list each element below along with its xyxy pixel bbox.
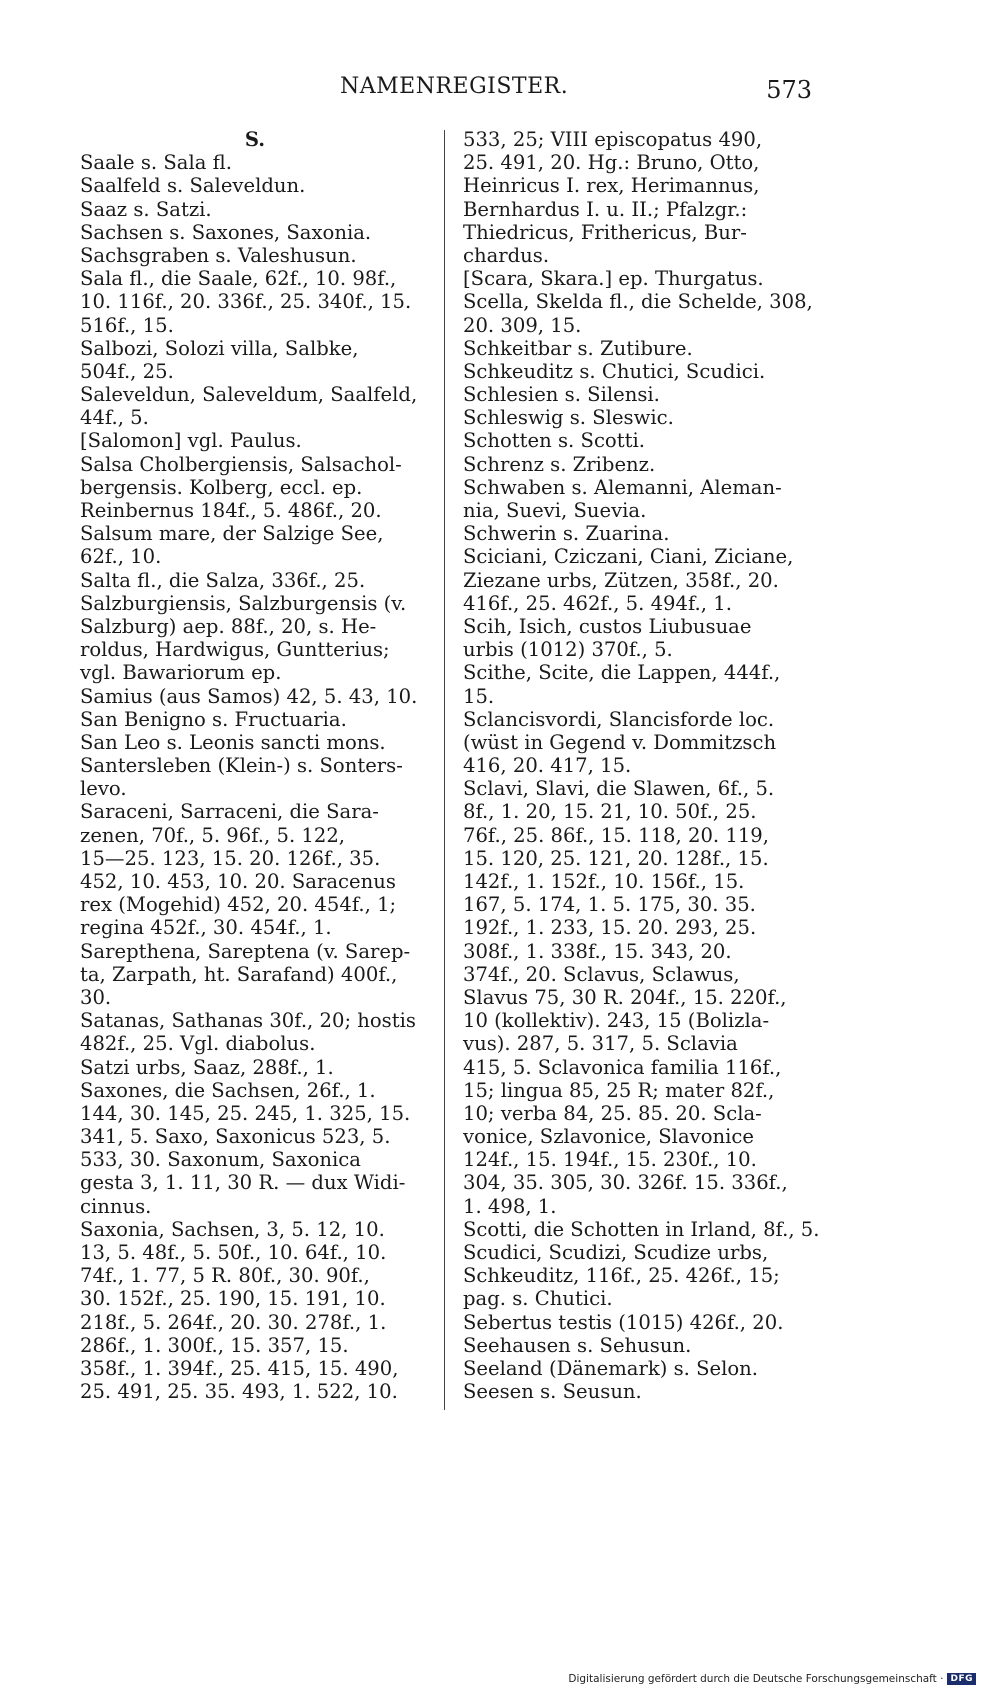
index-line: 286f., 1. 300f., 15. 357, 15. [80, 1333, 349, 1357]
index-line: 504f., 25. [80, 359, 174, 383]
index-line: Schkeuditz s. Chutici, Scudici. [463, 359, 766, 383]
index-line: 218f., 5. 264f., 20. 30. 278f., 1. [80, 1310, 387, 1334]
page-header [0, 74, 1000, 114]
index-line: Schleswig s. Sleswic. [463, 406, 674, 430]
index-line: 516f., 15. [80, 313, 174, 337]
index-line: 15. 120, 25. 121, 20. 128f., 15. [463, 846, 769, 870]
index-line: Salzburgiensis, Salzburgensis (v. [80, 591, 407, 615]
index-line: 74f., 1. 77, 5 R. 80f., 30. 90f., [80, 1264, 370, 1288]
index-line: ta, Zarpath, ht. Sarafand) 400f., [80, 962, 398, 986]
index-line: S. [244, 128, 266, 151]
index-line: Saalfeld s. Saleveldun. [80, 174, 306, 198]
index-line: 10 (kollektiv). 243, 15 (Bolizla- [463, 1009, 770, 1033]
index-line: Sarepthena, Sareptena (v. Sarep- [80, 939, 411, 963]
index-line: 308f., 1. 338f., 15. 343, 20. [463, 939, 732, 963]
index-line: Salsa Cholbergiensis, Salsachol- [80, 452, 402, 476]
index-line: Scicіani, Cziczani, Ciani, Ziciane, [463, 545, 794, 569]
index-line: levo. [80, 777, 127, 801]
index-line: Scudici, Scudizi, Scudize urbs, [463, 1241, 769, 1264]
index-line: Saxonia, Sachsen, 3, 5. 12, 10. [80, 1217, 385, 1241]
index-line: 1. 498, 1. [463, 1194, 557, 1218]
index-line: Schwerin s. Zuarina. [463, 522, 670, 546]
index-line: 452, 10. 453, 10. 20. Saracenus [80, 870, 396, 893]
index-line: 374f., 20. Sclavus, Sclawus, [463, 962, 740, 986]
index-line: Schlesien s. Silensi. [463, 383, 660, 407]
index-line: Saraceni, Sarraceni, die Sara- [80, 800, 379, 824]
index-line: vgl. Bawariorum ep. [80, 661, 282, 685]
index-line: 30. [80, 985, 112, 1009]
index-line: Sachsen s. Saxones, Saxonia. [80, 220, 372, 244]
index-line: cinnus. [80, 1194, 152, 1218]
index-line: 25. 491, 20. Hg.: Bruno, Otto, [463, 151, 760, 175]
index-line: Thiedricus, Frithericus, Bur- [463, 220, 747, 244]
index-line: Seehausen s. Sehusun. [463, 1333, 692, 1357]
index-line: Saale s. Sala fl. [80, 151, 232, 175]
index-line: roldus, Hardwigus, Guntterius; [80, 638, 390, 662]
index-line: Schwaben s. Alemanni, Aleman- [463, 475, 782, 499]
index-line: Santersleben (Klein-) s. Sonters- [80, 754, 403, 778]
index-line: Salta fl., die Salza, 336f., 25. [80, 568, 366, 592]
index-line: Scih, Isich, custos Liubusuae [463, 614, 752, 638]
index-line: 167, 5. 174, 1. 5. 175, 30. 35. [463, 893, 756, 917]
index-line: Schkeuditz, 116f., 25. 426f., 15; [463, 1264, 780, 1288]
index-line: Saaz s. Satzi. [80, 197, 212, 221]
index-line: 15. [463, 684, 495, 708]
index-line: rex (Mogehid) 452, 20. 454f., 1; [80, 893, 397, 917]
index-line: Slavus 75, 30 R. 204f., 15. 220f., [463, 985, 787, 1009]
index-line: pag. s. Chutici. [463, 1287, 613, 1311]
index-line: 416f., 25. 462f., 5. 494f., 1. [463, 591, 732, 615]
index-line: 10; verba 84, 25. 85. 20. Scla- [463, 1101, 762, 1125]
index-line: Satanas, Sathanas 30f., 20; hostis [80, 1009, 416, 1033]
index-line: Sala fl., die Saale, 62f., 10. 98f., [80, 267, 397, 291]
index-line: Saxones, die Sachsen, 26f., 1. [80, 1078, 376, 1102]
index-line: 15; lingua 85, 25 R; mater 82f., [463, 1078, 775, 1102]
index-line: 13, 5. 48f., 5. 50f., 10. 64f., 10. [80, 1241, 387, 1264]
index-line: 358f., 1. 394f., 25. 415, 15. 490, [80, 1356, 399, 1380]
index-line: Bernhardus I. u. II.; Pfalzgr.: [463, 197, 748, 221]
index-line: bergensis. Kolberg, eccl. ep. [80, 475, 363, 499]
index-line: 533, 30. Saxonum, Saxonica [80, 1148, 361, 1172]
footer-credit [568, 1673, 976, 1685]
index-line: Sclavi, Slavi, die Slawen, 6f., 5. [463, 777, 775, 801]
index-line: 304, 35. 305, 30. 326f. 15. 336f., [463, 1171, 788, 1195]
index-line: 20. 309, 15. [463, 313, 582, 337]
index-line: 62f., 10. [80, 545, 162, 569]
index-line: Samius (aus Samos) 42, 5. 43, 10. [80, 684, 418, 708]
index-line: (wüst in Gegend v. Dommitzsch [463, 730, 777, 754]
page-number: 573 [766, 76, 812, 104]
index-column-left [80, 128, 430, 1403]
index-line: vus). 287, 5. 317, 5. Sclavia [463, 1032, 738, 1056]
index-line: 8f., 1. 20, 15. 21, 10. 50f., 25. [463, 800, 757, 824]
index-line: gesta 3, 1. 11, 30 R. — dux Widi- [80, 1171, 406, 1195]
index-line: Salbozi, Solozi villa, Salbke, [80, 336, 359, 360]
index-line: Reinbernus 184f., 5. 486f., 20. [80, 499, 382, 522]
index-line: Scella, Skelda fl., die Schelde, 308, [463, 290, 813, 314]
index-column-right [463, 128, 820, 1404]
index-line: 533, 25; VIII episcopatus 490, [463, 128, 763, 151]
index-line: San Benigno s. Fructuaria. [80, 707, 347, 731]
index-line: chardus. [463, 243, 550, 267]
index-line: Saleveldun, Saleveldum, Saalfeld, [80, 383, 418, 407]
index-line: Sclancisvordi, Slancisforde loc. [463, 707, 775, 731]
index-line: 341, 5. Saxo, Saxonicus 523, 5. [80, 1125, 391, 1149]
index-line: Salzburg) aep. 88f., 20, s. He- [80, 614, 377, 638]
index-line: regina 452f., 30. 454f., 1. [80, 916, 332, 940]
index-line: Salsum mare, der Salzige See, [80, 522, 384, 546]
index-line: Schkeitbar s. Zutibure. [463, 336, 693, 360]
index-line: Ziezane urbs, Zützen, 358f., 20. [463, 568, 779, 592]
index-line: Scotti, die Schotten in Irland, 8f., 5. [463, 1217, 820, 1241]
index-line: [Scara, Skara.] ep. Thurgatus. [463, 267, 764, 291]
column-divider [444, 130, 445, 1410]
index-line: 124f., 15. 194f., 15. 230f., 10. [463, 1148, 757, 1172]
index-line: nia, Suevi, Suevia. [463, 499, 647, 522]
index-line: Scithe, Scite, die Lappen, 444f., [463, 661, 781, 685]
index-line: 142f., 1. 152f., 10. 156f., 15. [463, 870, 745, 893]
index-line: urbis (1012) 370f., 5. [463, 638, 673, 662]
index-line: Sebertus testis (1015) 426f., 20. [463, 1310, 784, 1334]
index-line: Sachsgraben s. Valeshusun. [80, 243, 357, 267]
index-line: 416, 20. 417, 15. [463, 754, 632, 778]
index-line: [Salomon] vgl. Paulus. [80, 429, 302, 453]
index-line: Schrenz s. Zribenz. [463, 452, 656, 476]
index-line: Schotten s. Scotti. [463, 429, 645, 453]
credit-text: Digitalisierung gefördert durch die Deutsche Forschungsgemeinschaft · [568, 1673, 944, 1685]
running-title: NAMENREGISTER. [340, 74, 569, 99]
index-line: 76f., 25. 86f., 15. 118, 20. 119, [463, 823, 769, 847]
index-line: 192f., 1. 233, 15. 20. 293, 25. [463, 916, 757, 940]
index-line: vonice, Szlavonice, Slavonice [463, 1125, 754, 1149]
index-line: San Leo s. Leonis sancti mons. [80, 730, 386, 754]
index-line: zenen, 70f., 5. 96f., 5. 122, [80, 823, 346, 847]
index-line: 25. 491, 25. 35. 493, 1. 522, 10. [80, 1380, 398, 1404]
index-line: 482f., 25. Vgl. diabolus. [80, 1032, 316, 1056]
index-line: 44f., 5. [80, 406, 149, 430]
index-line: 15—25. 123, 15. 20. 126f., 35. [80, 846, 381, 870]
index-line: Seeland (Dänemark) s. Selon. [463, 1356, 759, 1380]
index-line: Seesen s. Seusun. [463, 1380, 642, 1404]
index-line: 10. 116f., 20. 336f., 25. 340f., 15. [80, 290, 412, 314]
index-line: 144, 30. 145, 25. 245, 1. 325, 15. [80, 1101, 411, 1125]
index-line: Heinricus I. rex, Herimannus, [463, 174, 760, 198]
dfg-logo-icon: DFG [947, 1673, 976, 1685]
index-line: Satzi urbs, Saaz, 288f., 1. [80, 1055, 334, 1079]
index-line: 30. 152f., 25. 190, 15. 191, 10. [80, 1287, 386, 1311]
index-line: 415, 5. Sclavonica familia 116f., [463, 1055, 782, 1079]
